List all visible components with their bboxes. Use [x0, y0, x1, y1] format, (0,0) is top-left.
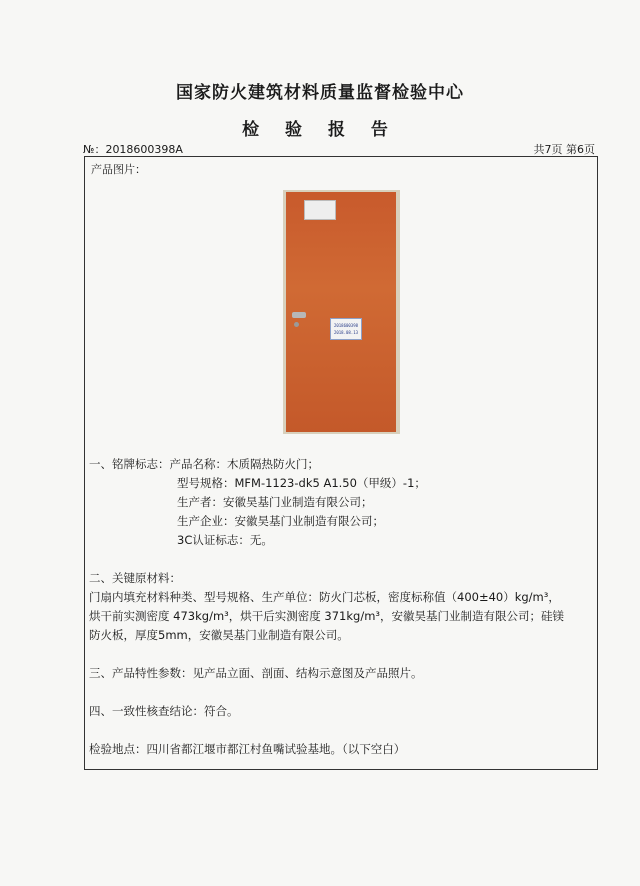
- organization-title: 国家防火建筑材料质量监督检验中心: [176, 83, 464, 103]
- materials-line-1: 门扇内填充材料种类、型号规格、生产单位：防火门芯板，密度标称值（400±40）kg/m³，: [89, 590, 560, 604]
- characteristics-section: 三、产品特性参数：见产品立面、剖面、结构示意图及产品照片。: [89, 666, 423, 680]
- document-type-title: 检 验 报 告: [242, 120, 398, 140]
- nameplate-product-name: 一、铭牌标志：产品名称：木质隔热防火门；: [89, 457, 319, 471]
- photo-label: 产品图片：: [91, 163, 146, 176]
- materials-line-3: 防火板，厚度5mm，安徽昊基门业制造有限公司。: [89, 628, 349, 642]
- product-photo: [283, 190, 400, 434]
- nameplate-model: 型号规格：MFM-1123-dk5 A1.50（甲级）-1；: [177, 476, 426, 490]
- materials-heading: 二、关键原材料：: [89, 571, 181, 585]
- door-top-sticker: [304, 200, 336, 220]
- consistency-section: 四、一致性核查结论：符合。: [89, 704, 239, 718]
- report-meta: [83, 141, 595, 157]
- door-handle: [292, 312, 306, 318]
- sticker-date: 2018.08.13: [333, 330, 359, 335]
- nameplate-manufacturer: 生产企业：安徽昊基门业制造有限公司；: [177, 514, 384, 528]
- page-count: 共7页 第6页: [533, 143, 595, 156]
- report-number: №：2018600398A: [83, 143, 183, 156]
- report-content: [89, 455, 589, 759]
- test-location: 检验地点：四川省都江堰市都江村鱼嘴试验基地。（以下空白）: [89, 742, 406, 756]
- door-lock: [294, 322, 299, 327]
- materials-line-2: 烘干前实测密度 473kg/m³，烘干后实测密度 371kg/m³，安徽昊基门业制造有限公司；硅镁: [89, 609, 565, 623]
- sticker-number: 2018600398: [333, 323, 359, 328]
- nameplate-producer: 生产者：安徽昊基门业制造有限公司；: [177, 495, 373, 509]
- sample-label-sticker: [330, 318, 362, 340]
- fire-door-image: [286, 192, 396, 432]
- nameplate-3c-mark: 3C认证标志：无。: [177, 533, 273, 547]
